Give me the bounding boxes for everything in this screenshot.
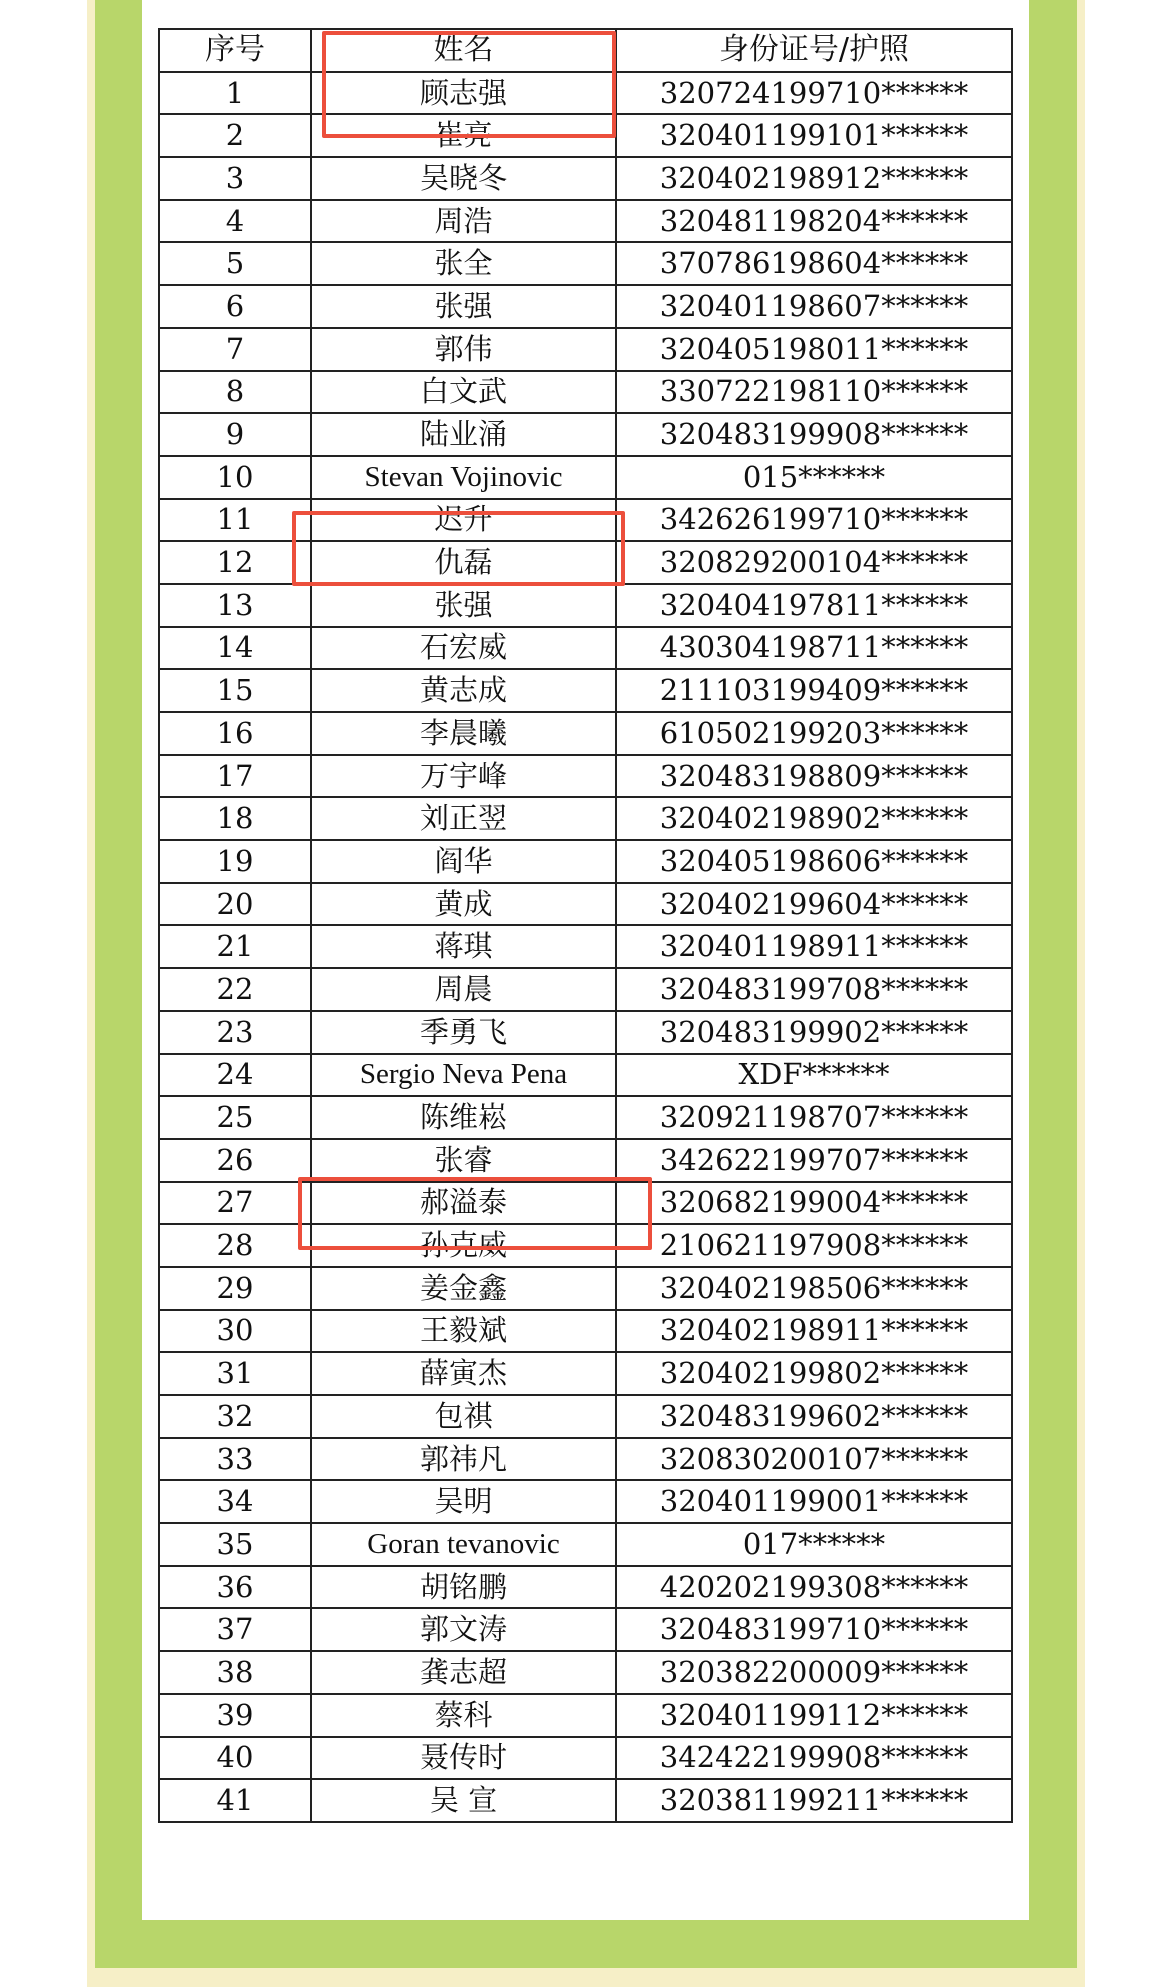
table-row [159, 1054, 1012, 1097]
table-header-row [159, 29, 1012, 72]
seq-cell: 5 [159, 242, 311, 285]
seq-cell: 33 [159, 1438, 311, 1481]
name-cell: 周晨 [311, 968, 616, 1011]
participant-table [158, 28, 1013, 1823]
id-cell: 320483199908****** [616, 413, 1012, 456]
id-cell: 320404197811****** [616, 584, 1012, 627]
table-row [159, 1395, 1012, 1438]
id-cell: 320401199112****** [616, 1694, 1012, 1737]
seq-cell: 29 [159, 1267, 311, 1310]
seq-cell: 30 [159, 1310, 311, 1353]
id-cell: 610502199203****** [616, 712, 1012, 755]
seq-cell: 21 [159, 925, 311, 968]
id-cell: 320921198707****** [616, 1096, 1012, 1139]
header-id: 身份证号/护照 [616, 29, 1012, 72]
table-row [159, 968, 1012, 1011]
seq-cell: 40 [159, 1737, 311, 1780]
name-cell: 吴明 [311, 1480, 616, 1523]
name-cell: 阎华 [311, 840, 616, 883]
table-row [159, 285, 1012, 328]
name-cell: 蒋琪 [311, 925, 616, 968]
id-cell: 320481198204****** [616, 200, 1012, 243]
name-cell: Goran tevanovic [311, 1523, 616, 1566]
id-cell: 320483199708****** [616, 968, 1012, 1011]
table-row [159, 627, 1012, 670]
seq-cell: 24 [159, 1054, 311, 1097]
header-seq: 序号 [159, 29, 311, 72]
seq-cell: 8 [159, 371, 311, 414]
name-cell: 迟升 [311, 499, 616, 542]
table-row [159, 1694, 1012, 1737]
id-cell: 342422199908****** [616, 1737, 1012, 1780]
id-cell: 320402199802****** [616, 1352, 1012, 1395]
id-cell: 320402198902****** [616, 797, 1012, 840]
id-cell: 430304198711****** [616, 627, 1012, 670]
id-cell: 017****** [616, 1523, 1012, 1566]
table-row [159, 72, 1012, 115]
id-cell: 370786198604****** [616, 242, 1012, 285]
name-cell: 张强 [311, 584, 616, 627]
seq-cell: 35 [159, 1523, 311, 1566]
seq-cell: 6 [159, 285, 311, 328]
seq-cell: 13 [159, 584, 311, 627]
table-row [159, 1737, 1012, 1780]
table-row [159, 1523, 1012, 1566]
table-row [159, 1224, 1012, 1267]
name-cell: 黄志成 [311, 669, 616, 712]
name-cell: 郭文涛 [311, 1608, 616, 1651]
name-cell: 孙克威 [311, 1224, 616, 1267]
seq-cell: 2 [159, 114, 311, 157]
id-cell: 420202199308****** [616, 1566, 1012, 1609]
id-cell: 320483199902****** [616, 1011, 1012, 1054]
seq-cell: 26 [159, 1139, 311, 1182]
id-cell: 320724199710****** [616, 72, 1012, 115]
name-cell: 郝溢泰 [311, 1182, 616, 1225]
name-cell: 姜金鑫 [311, 1267, 616, 1310]
seq-cell: 36 [159, 1566, 311, 1609]
name-cell: 崔亮 [311, 114, 616, 157]
table-row [159, 242, 1012, 285]
table-row [159, 1651, 1012, 1694]
name-cell: 张睿 [311, 1139, 616, 1182]
seq-cell: 9 [159, 413, 311, 456]
seq-cell: 10 [159, 456, 311, 499]
name-cell: 聂传时 [311, 1737, 616, 1780]
name-cell: 胡铭鹏 [311, 1566, 616, 1609]
id-cell: 320401198911****** [616, 925, 1012, 968]
id-cell: 320381199211****** [616, 1779, 1012, 1822]
seq-cell: 12 [159, 541, 311, 584]
table-row [159, 669, 1012, 712]
table-row [159, 1310, 1012, 1353]
name-cell: 陈维崧 [311, 1096, 616, 1139]
seq-cell: 18 [159, 797, 311, 840]
name-cell: 季勇飞 [311, 1011, 616, 1054]
name-cell: 白文武 [311, 371, 616, 414]
seq-cell: 1 [159, 72, 311, 115]
seq-cell: 20 [159, 883, 311, 926]
table-row [159, 1480, 1012, 1523]
id-cell: 015****** [616, 456, 1012, 499]
id-cell: 342622199707****** [616, 1139, 1012, 1182]
name-cell: 郭伟 [311, 328, 616, 371]
table-row [159, 1779, 1012, 1822]
table-row [159, 456, 1012, 499]
table-row [159, 840, 1012, 883]
table-row [159, 797, 1012, 840]
id-cell: XDF****** [616, 1054, 1012, 1097]
table-row [159, 925, 1012, 968]
seq-cell: 28 [159, 1224, 311, 1267]
seq-cell: 27 [159, 1182, 311, 1225]
table-row [159, 413, 1012, 456]
seq-cell: 32 [159, 1395, 311, 1438]
seq-cell: 37 [159, 1608, 311, 1651]
id-cell: 320402199604****** [616, 883, 1012, 926]
name-cell: 王毅斌 [311, 1310, 616, 1353]
table-row [159, 157, 1012, 200]
table-row [159, 200, 1012, 243]
id-cell: 210621197908****** [616, 1224, 1012, 1267]
table-row [159, 499, 1012, 542]
name-cell: 吴 宣 [311, 1779, 616, 1822]
id-cell: 320401198607****** [616, 285, 1012, 328]
id-cell: 320382200009****** [616, 1651, 1012, 1694]
table-row [159, 712, 1012, 755]
table-row [159, 371, 1012, 414]
name-cell: 石宏威 [311, 627, 616, 670]
table-row [159, 114, 1012, 157]
name-cell: 李晨曦 [311, 712, 616, 755]
name-cell: 张强 [311, 285, 616, 328]
id-cell: 320402198911****** [616, 1310, 1012, 1353]
id-cell: 342626199710****** [616, 499, 1012, 542]
seq-cell: 38 [159, 1651, 311, 1694]
seq-cell: 14 [159, 627, 311, 670]
table-row [159, 1352, 1012, 1395]
seq-cell: 11 [159, 499, 311, 542]
seq-cell: 41 [159, 1779, 311, 1822]
seq-cell: 17 [159, 755, 311, 798]
table-row [159, 1608, 1012, 1651]
table-row [159, 755, 1012, 798]
header-name: 姓名 [311, 29, 616, 72]
table-row [159, 328, 1012, 371]
table-row [159, 1139, 1012, 1182]
id-cell: 211103199409****** [616, 669, 1012, 712]
name-cell: 顾志强 [311, 72, 616, 115]
seq-cell: 4 [159, 200, 311, 243]
seq-cell: 7 [159, 328, 311, 371]
table-row [159, 1566, 1012, 1609]
table-row [159, 584, 1012, 627]
seq-cell: 22 [159, 968, 311, 1011]
id-cell: 320405198606****** [616, 840, 1012, 883]
table-row [159, 1096, 1012, 1139]
id-cell: 320402198506****** [616, 1267, 1012, 1310]
name-cell: 万宇峰 [311, 755, 616, 798]
id-cell: 330722198110****** [616, 371, 1012, 414]
seq-cell: 19 [159, 840, 311, 883]
seq-cell: 23 [159, 1011, 311, 1054]
name-cell: 吴晓冬 [311, 157, 616, 200]
table-row [159, 541, 1012, 584]
id-cell: 320401199101****** [616, 114, 1012, 157]
seq-cell: 15 [159, 669, 311, 712]
name-cell: 包祺 [311, 1395, 616, 1438]
table-row [159, 1182, 1012, 1225]
seq-cell: 25 [159, 1096, 311, 1139]
table-row [159, 1438, 1012, 1481]
seq-cell: 34 [159, 1480, 311, 1523]
id-cell: 320402198912****** [616, 157, 1012, 200]
seq-cell: 39 [159, 1694, 311, 1737]
table-row [159, 1011, 1012, 1054]
name-cell: 刘正翌 [311, 797, 616, 840]
id-cell: 320829200104****** [616, 541, 1012, 584]
name-cell: Stevan Vojinovic [311, 456, 616, 499]
id-cell: 320483198809****** [616, 755, 1012, 798]
seq-cell: 3 [159, 157, 311, 200]
name-cell: 张全 [311, 242, 616, 285]
seq-cell: 16 [159, 712, 311, 755]
seq-cell: 31 [159, 1352, 311, 1395]
name-cell: Sergio Neva Pena [311, 1054, 616, 1097]
name-cell: 薛寅杰 [311, 1352, 616, 1395]
id-cell: 320401199001****** [616, 1480, 1012, 1523]
id-cell: 320483199710****** [616, 1608, 1012, 1651]
id-cell: 320682199004****** [616, 1182, 1012, 1225]
id-cell: 320483199602****** [616, 1395, 1012, 1438]
table-row [159, 883, 1012, 926]
name-cell: 周浩 [311, 200, 616, 243]
table-body [159, 72, 1012, 1822]
name-cell: 蔡科 [311, 1694, 616, 1737]
name-cell: 陆业涌 [311, 413, 616, 456]
id-cell: 320830200107****** [616, 1438, 1012, 1481]
name-cell: 黄成 [311, 883, 616, 926]
name-cell: 龚志超 [311, 1651, 616, 1694]
name-cell: 仇磊 [311, 541, 616, 584]
id-cell: 320405198011****** [616, 328, 1012, 371]
table-row [159, 1267, 1012, 1310]
name-cell: 郭祎凡 [311, 1438, 616, 1481]
